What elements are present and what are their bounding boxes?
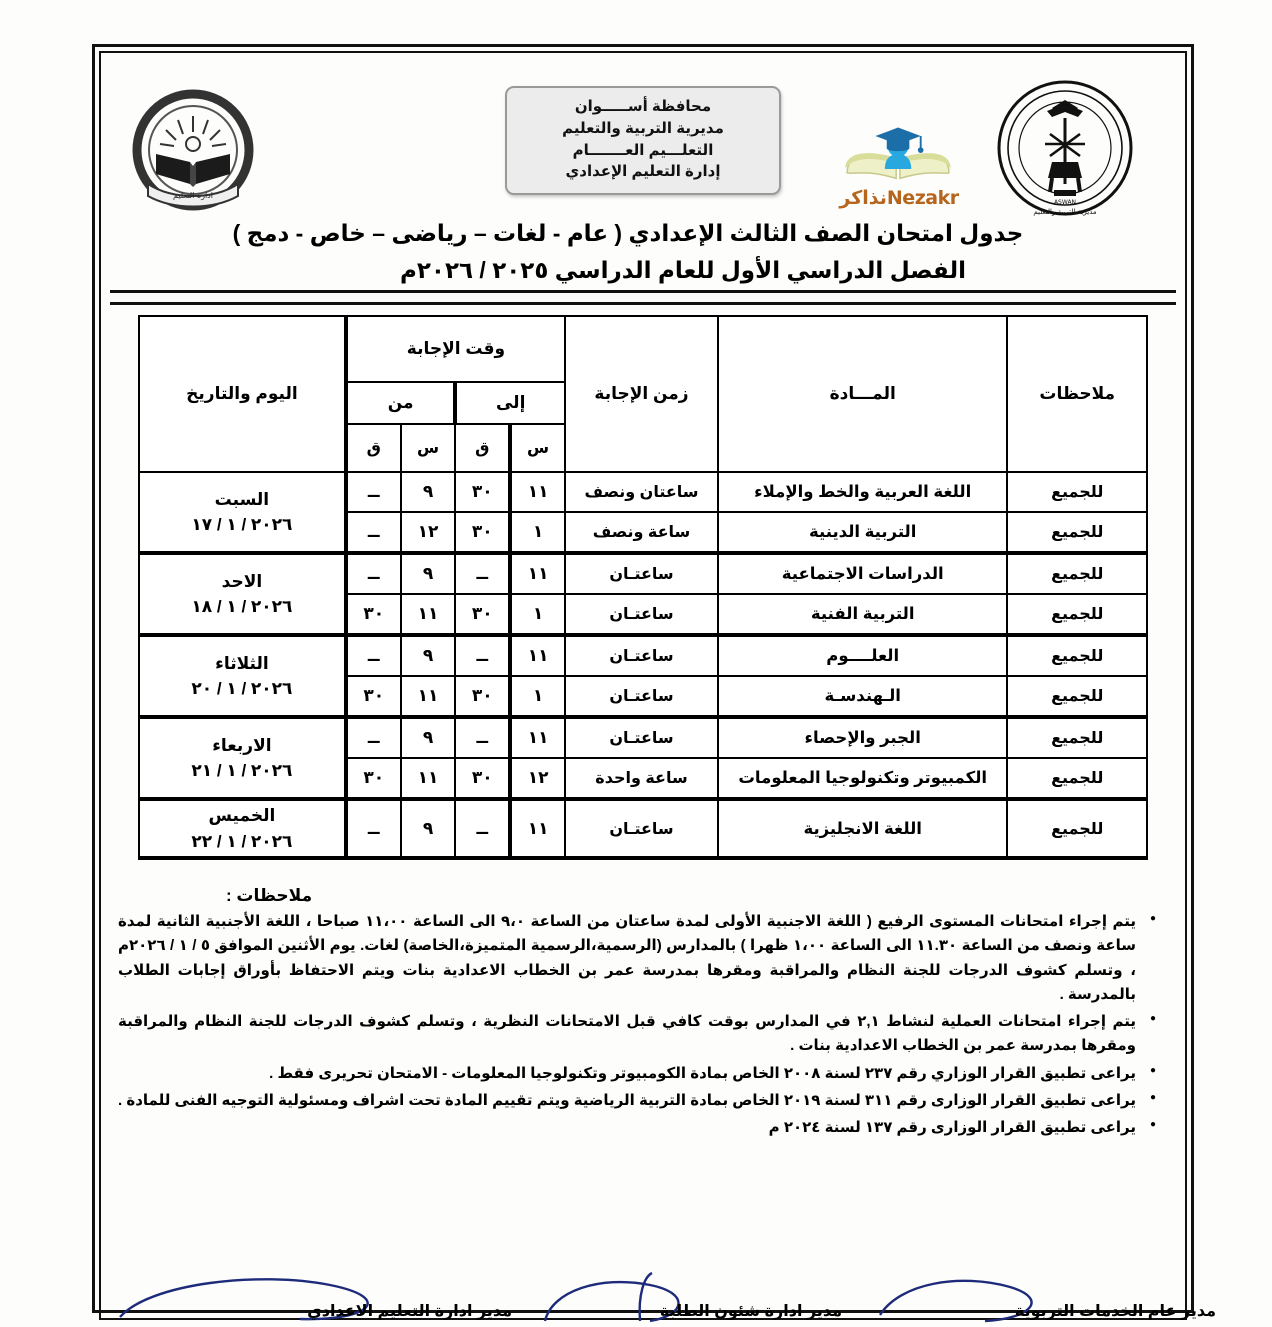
note-item: ● يراعى تطبيق القرار الوزارى رقم ١٣٧ لسنة ٢٠٢٤ م [118,1116,1158,1140]
cell-notes: للجميع [1007,717,1147,758]
cell-notes: للجميع [1007,635,1147,676]
cell-from-minute: ــ [346,717,401,758]
table-row [139,472,1147,512]
cell-to-hour: ١١ [510,717,565,758]
cell-to-minute: ٣٠ [455,512,510,553]
table-row [139,799,1147,858]
cell-from-hour: ٩ [401,799,456,858]
cell-from-minute: ٣٠ [346,758,401,799]
cell-notes: للجميع [1007,758,1147,799]
th-notes: ملاحظات [1007,316,1147,472]
date-value: ٢٠٢٦ / ١ / ١٧ [191,515,293,534]
cell-from-minute: ــ [346,635,401,676]
table-header-row-1 [139,316,1147,382]
th-answer-time: وقت الإجابة [346,316,565,382]
cell-from-hour: ٩ [401,717,456,758]
day-name: الثلاثاء [215,653,269,673]
cell-day-date [139,635,346,717]
day-name: السبت [214,489,270,509]
th-to: إلى [455,382,565,424]
cell-subject: العلــــوم [718,635,1007,676]
th-to-hour: س [510,424,565,472]
date-value: ٢٠٢٦ / ١ / ٢٢ [191,831,293,851]
cell-day-date [139,717,346,799]
cell-subject: اللغة العربية والخط والإملاء [718,472,1007,512]
cell-subject: الدراسات الاجتماعية [718,553,1007,594]
date-value: ٢٠٢٦ / ١ / ٢٠ [191,679,293,698]
cell-to-hour: ١١ [510,472,565,512]
cell-to-hour: ١ [510,594,565,635]
cell-notes: للجميع [1007,799,1147,858]
cell-subject: الـهندسـة [718,676,1007,717]
graduation-book-icon [834,120,964,186]
document-content [110,60,1176,1327]
note-item: ● يتم إجراء امتحانات المستوى الرفيع ( اللغة الاجنبية الأولى لمدة ساعتان من الساعة ٩،٠ الى الساعة ١١،٠٠ صباحا ، اللغة الأجنبية الثانية لمدة ساعة ونصف من الساعة ١١.٣٠ الى الساعة ١،٠٠ ظهرا ) بالمدارس (الرسمية،الرسمية المتميزة،الخاصة) لغات. يوم الأثنين الموافق ٥ / ١ / ٢٠٢٦م ، وتسلم كشوف الدرجات للجنة النظام والمراقبة ومقرها بمدرسة عمر بن الخطاب الاعدادية بنات ويتم الاحتفاظ بأوراق إجابات الطلاب بالمدرسة . [118,910,1158,1007]
th-from-hour: س [401,424,456,472]
cell-from-hour: ١١ [401,676,456,717]
cell-to-hour: ١١ [510,799,565,858]
cell-to-minute: ٣٠ [455,676,510,717]
ministry-line-4: إدارة التعليم الإعدادي [565,163,721,181]
svg-text:مديرية التربية والتعليم: مديرية التربية والتعليم [1033,208,1097,216]
cell-to-hour: ١ [510,512,565,553]
cell-from-minute: ٣٠ [346,594,401,635]
cell-to-hour: ١٢ [510,758,565,799]
table-row [139,717,1147,758]
cell-duration: ساعتـان [565,553,718,594]
cell-subject: اللغة الانجليزية [718,799,1007,858]
nezakr-logo [834,120,964,215]
cell-to-minute: ٣٠ [455,758,510,799]
cell-to-hour: ١ [510,676,565,717]
cell-duration: ساعتـان [565,635,718,676]
th-duration: زمن الإجابة [565,316,718,472]
notes-title: ملاحظات : [226,886,313,905]
cell-from-hour: ٩ [401,472,456,512]
cell-notes: للجميع [1007,472,1147,512]
note-item: ● يراعى تطبيق القرار الوزارى رقم ٣١١ لسنة ٢٠١٩ الخاص بمادة التربية الرياضية ويتم تقييم المادة تحت اشراف ومسئولية التوجيه الفنى للمادة . [118,1089,1158,1113]
day-name: الاحد [221,571,263,591]
exam-schedule-table [138,315,1148,860]
cell-notes: للجميع [1007,553,1147,594]
cell-from-minute: ــ [346,553,401,594]
th-from-minute: ق [346,424,401,472]
cell-notes: للجميع [1007,676,1147,717]
ministry-line-1: محافظة أســـــوان [574,98,712,115]
notes-list [118,910,1158,1141]
cell-from-minute: ــ [346,799,401,858]
cell-subject: التربية الفنية [718,594,1007,635]
cell-duration: ساعتـان [565,799,718,858]
cell-to-minute: ٣٠ [455,594,510,635]
cell-day-date [139,553,346,635]
signature-label-student-affairs: مدير ادارة شئون الطلبة [659,1303,842,1320]
cell-from-minute: ــ [346,472,401,512]
cell-duration: ساعتـان [565,676,718,717]
th-subject: المـــادة [718,316,1007,472]
cell-from-hour: ١١ [401,758,456,799]
cell-from-hour: ٩ [401,635,456,676]
svg-text:ASWAN: ASWAN [1053,199,1077,206]
cell-to-minute: ــ [455,799,510,858]
date-value: ٢٠٢٦ / ١ / ١٨ [191,597,293,616]
table-row [139,553,1147,594]
ministry-line-2: مديرية التربية والتعليم [562,119,724,137]
table-row [139,635,1147,676]
note-item: ● يراعى تطبيق القرار الوزاري رقم ٢٣٧ لسنة ٢٠٠٨ الخاص بمادة الكومبيوتر وتكنولوجيا المعلومات - الامتحان تحريرى فقط . [118,1062,1158,1086]
education-directorate-seal-icon [128,88,258,216]
th-to-minute: ق [455,424,510,472]
day-name: الخميس [208,806,276,825]
signature-row [0,1265,1272,1323]
cell-from-hour: ١٢ [401,512,456,553]
cell-from-hour: ٩ [401,553,456,594]
ministry-heading-box [505,86,781,195]
day-name: الاربعاء [212,735,272,755]
cell-subject: الجبر والإحصاء [718,717,1007,758]
cell-to-minute: ــ [455,553,510,594]
note-item: ● يتم إجراء امتحانات العملية لنشاط ٢,١ في المدارس بوقت كافي قبل الامتحانات النظرية ، وتسلم كشوف الدرجات للجنة النظام والمراقبة ومقرها بمدرسة عمر بن الخطاب الاعدادية بنات . [118,1010,1158,1059]
cell-duration: ساعتـان [565,717,718,758]
th-from: من [346,382,456,424]
cell-notes: للجميع [1007,512,1147,553]
nezakr-logo-text: Nezakrنذاكر [839,187,959,209]
document-titles [110,220,1176,284]
document-header [110,60,1176,218]
cell-duration: ساعتان ونصف [565,472,718,512]
cell-to-minute: ــ [455,717,510,758]
date-value: ٢٠٢٦ / ١ / ٢١ [191,761,293,780]
cell-notes: للجميع [1007,594,1147,635]
signature-label-educational-services: مدير عام الخدمات التربوية [1014,1303,1216,1320]
page-subtitle: الفصل الدراسي الأول للعام الدراسي ٢٠٢٥ / ٢٠٢٦م [400,257,966,283]
th-day-date: اليوم والتاريخ [139,316,346,472]
cell-subject: الكمبيوتر وتكنولوجيا المعلومات [718,758,1007,799]
aswan-governorate-seal-icon [990,78,1140,218]
cell-to-hour: ١١ [510,553,565,594]
cell-day-date [139,799,346,858]
cell-to-minute: ــ [455,635,510,676]
cell-subject: التربية الدينية [718,512,1007,553]
signature-label-preparatory-education: مدير ادارة التعليم الاعدادي [307,1303,512,1320]
page-title: جدول امتحان الصف الثالث الإعدادي ( عام - لغات – رياضى – خاص - دمج ) [232,220,1024,246]
table-body [139,472,1147,858]
ministry-line-3: التعلـــيم العـــــــام [572,141,714,159]
cell-duration: ساعتـان [565,594,718,635]
divider-rule [110,290,1176,305]
cell-from-hour: ١١ [401,594,456,635]
cell-day-date [139,472,346,553]
table-head [139,316,1147,472]
cell-duration: ساعة واحدة [565,758,718,799]
notes-section [110,886,1176,1141]
svg-text:ادارة التعليم: ادارة التعليم [173,191,213,200]
cell-to-minute: ٣٠ [455,472,510,512]
cell-from-minute: ــ [346,512,401,553]
cell-to-hour: ١١ [510,635,565,676]
cell-duration: ساعة ونصف [565,512,718,553]
cell-from-minute: ٣٠ [346,676,401,717]
